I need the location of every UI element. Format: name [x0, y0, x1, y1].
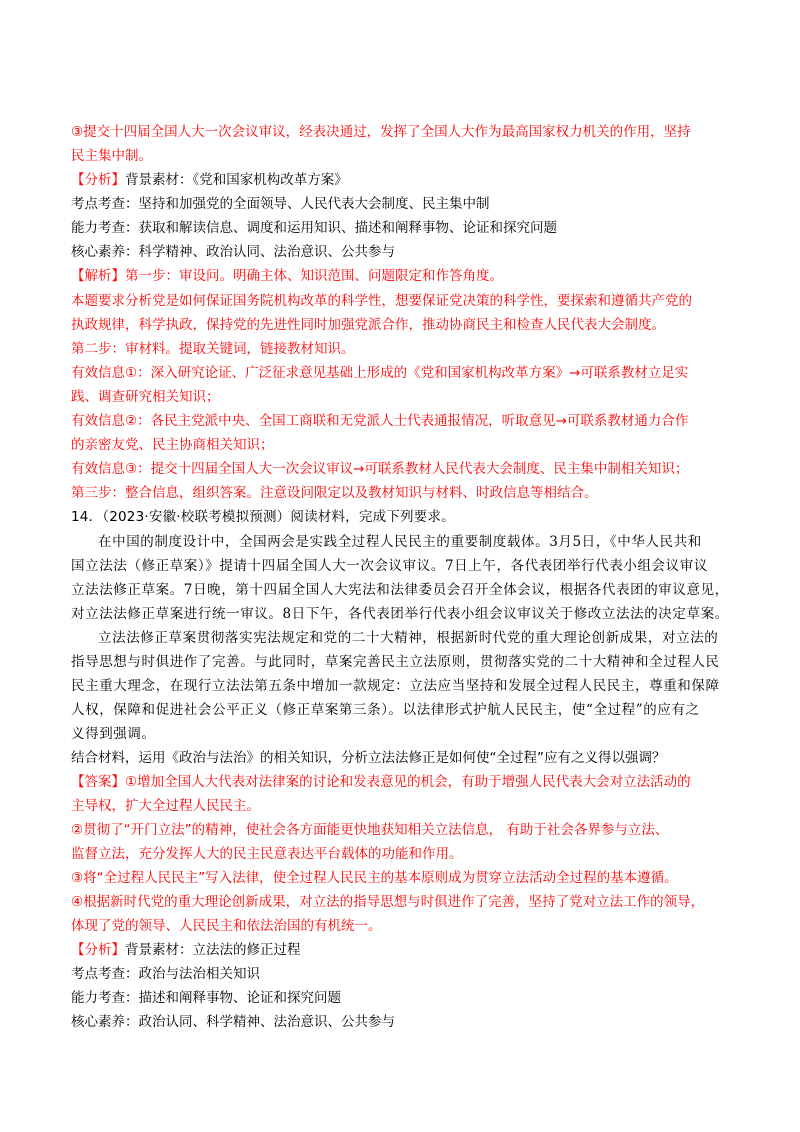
- jiexi-label: 【解析】: [71, 268, 125, 284]
- jiexi-info2-line-1: 有效信息②：各民主党派中央、全国工商联和无党派人士代表通报情况，听取意见→可联系教材通力合作: [71, 413, 689, 429]
- jiexi-info3: 有效信息③：提交十四届全国人大一次会议审议→可联系教材人民代表大会制度、民主集中制相关知识；: [71, 461, 689, 477]
- material-p2-line-3: 民主重大理念，在现行立法法第五条中增加一款规定：立法应当坚持和发展全过程人民民主，尊重和保障: [71, 678, 720, 694]
- material-p1-line-4: 对立法法修正草案进行统一审议。8日下午，各代表团举行代表小组会议审议关于修改立法法的决定草案。: [71, 606, 729, 622]
- analysis-suyang: 核心素养：科学精神、政治认同、法治意识、公共参与: [71, 244, 395, 260]
- answer-a4-line-2: 体现了党的领导、人民民主和依法治国的有机统一。: [71, 918, 382, 934]
- answer-a3: ③将“全过程人民民主”写入法律，使全过程人民民主的基本原则成为贯穿立法活动全过程的基本遵循。: [71, 870, 678, 886]
- jiexi-step1-line: [71, 264, 503, 288]
- q14-analysis-suyang: 核心素养：政治认同、科学精神、法治意识、公共参与: [71, 1014, 395, 1030]
- answer-a2-line-2: 监督立法，充分发挥人大的民主民意表达平台载体的功能和作用。: [71, 846, 463, 862]
- q14-analysis-label: 【分析】: [71, 942, 125, 958]
- answer-a4-line-1: ④根据新时代党的重大理论创新成果，对立法的指导思想与时俱进作了完善，坚持了党对立法工作的领导，: [71, 894, 705, 910]
- answer-3-line-2: 民主集中制。: [71, 148, 152, 164]
- jiexi-info1-line-2: 践、调查研究相关知识；: [71, 389, 220, 405]
- q14-analysis-background: 背景素材：立法法的修正过程: [125, 942, 301, 958]
- material-p1-line-3: 立法法修正草案。7日晚，第十四届全国人大宪法和法律委员会召开全体会议，根据各代表团的审议意见，: [71, 582, 729, 598]
- analysis-background-line: [71, 168, 348, 192]
- jiexi-step1: 第一步：审设问。明确主体、知识范围、问题限定和作答角度。: [125, 268, 503, 284]
- analysis-label: 【分析】: [71, 172, 125, 188]
- question-14-prompt: 结合材料，运用《政治与法治》的相关知识，分析立法法修正是如何使“全过程”应有之义得以强调？: [71, 750, 666, 766]
- material-p2-line-1: 立法法修正草案贯彻落实宪法规定和党的二十大精神，根据新时代党的重大理论创新成果，对立法的: [98, 630, 719, 646]
- q14-analysis-nengli: 能力考查：描述和阐释事物、论证和探究问题: [71, 990, 341, 1006]
- q14-analysis-background-line: [71, 938, 301, 962]
- answer-3-line-1: ③提交十四届全国人大一次会议审议，经表决通过，发挥了全国人大作为最高国家权力机关的作用，坚持: [71, 124, 691, 140]
- material-p1-line-1: 在中国的制度设计中，全国两会是实践全过程人民民主的重要制度载体。3月5日，《中华人民共和: [98, 534, 702, 550]
- answer-a1-line-2: 主导权，扩大全过程人民民主。: [71, 798, 260, 814]
- material-p2-line-4: 人权，保障和促进社会公平正义（修正草案第三条）。以法律形式护航人民民主，使“全过程”的应有之: [71, 702, 700, 718]
- answer-a2-line-1: ②贯彻了“开门立法”的精神，使社会各方面能更快地获知相关立法信息， 有助于社会各界参与立法、: [71, 822, 669, 838]
- analysis-background: 背景素材：《党和国家机构改革方案》: [125, 172, 348, 188]
- jiexi-step2: 第二步：审材料。提取关键词，链接教材知识。: [71, 341, 355, 357]
- jiexi-req-line-2: 执政规律，科学执政，保持党的先进性同时加强党派合作，推动协商民主和检查人民代表大会制度。: [71, 317, 665, 333]
- jiexi-info2-line-2: 的亲密友党、民主协商相关知识；: [71, 437, 274, 453]
- question-14-header: 14．（2023·安徽·校联考模拟预测）阅读材料，完成下列要求。: [71, 509, 455, 525]
- material-p2-line-5: 义得到强调。: [71, 726, 156, 742]
- material-p1-line-2: 国立法法（修正草案）》提请十四届全国人大一次会议审议。7日上午，各代表团举行代表小组会议审议: [71, 558, 708, 574]
- analysis-kaodian: 考点考查：坚持和加强党的全面领导、人民代表大会制度、民主集中制: [71, 196, 490, 212]
- jiexi-req-line-1: 本题要求分析党是如何保证国务院机构改革的科学性，想要保证党决策的科学性，要探索和遵循共产党的: [71, 293, 692, 309]
- jiexi-info1-line-1: 有效信息①：深入研究论证、广泛征求意见基础上形成的《党和国家机构改革方案》→可联系教材立足实: [71, 365, 689, 381]
- jiexi-step3: 第三步：整合信息，组织答案。注意设问限定以及教材知识与材料、时政信息等相结合。: [71, 485, 598, 501]
- material-p2-line-2: 指导思想与时俱进作了完善。与此同时，草案完善民主立法原则，贯彻落实党的二十大精神和全过程人民: [71, 654, 720, 670]
- analysis-nengli: 能力考查：获取和解读信息、调度和运用知识、描述和阐释事物、论证和探究问题: [71, 220, 557, 236]
- answer-a1-line-1: 【答案】①增加全国人大代表对法律案的讨论和发表意见的机会，有助于增强人民代表大会对立法活动的: [71, 774, 691, 790]
- q14-analysis-kaodian: 考点考查：政治与法治相关知识: [71, 966, 260, 982]
